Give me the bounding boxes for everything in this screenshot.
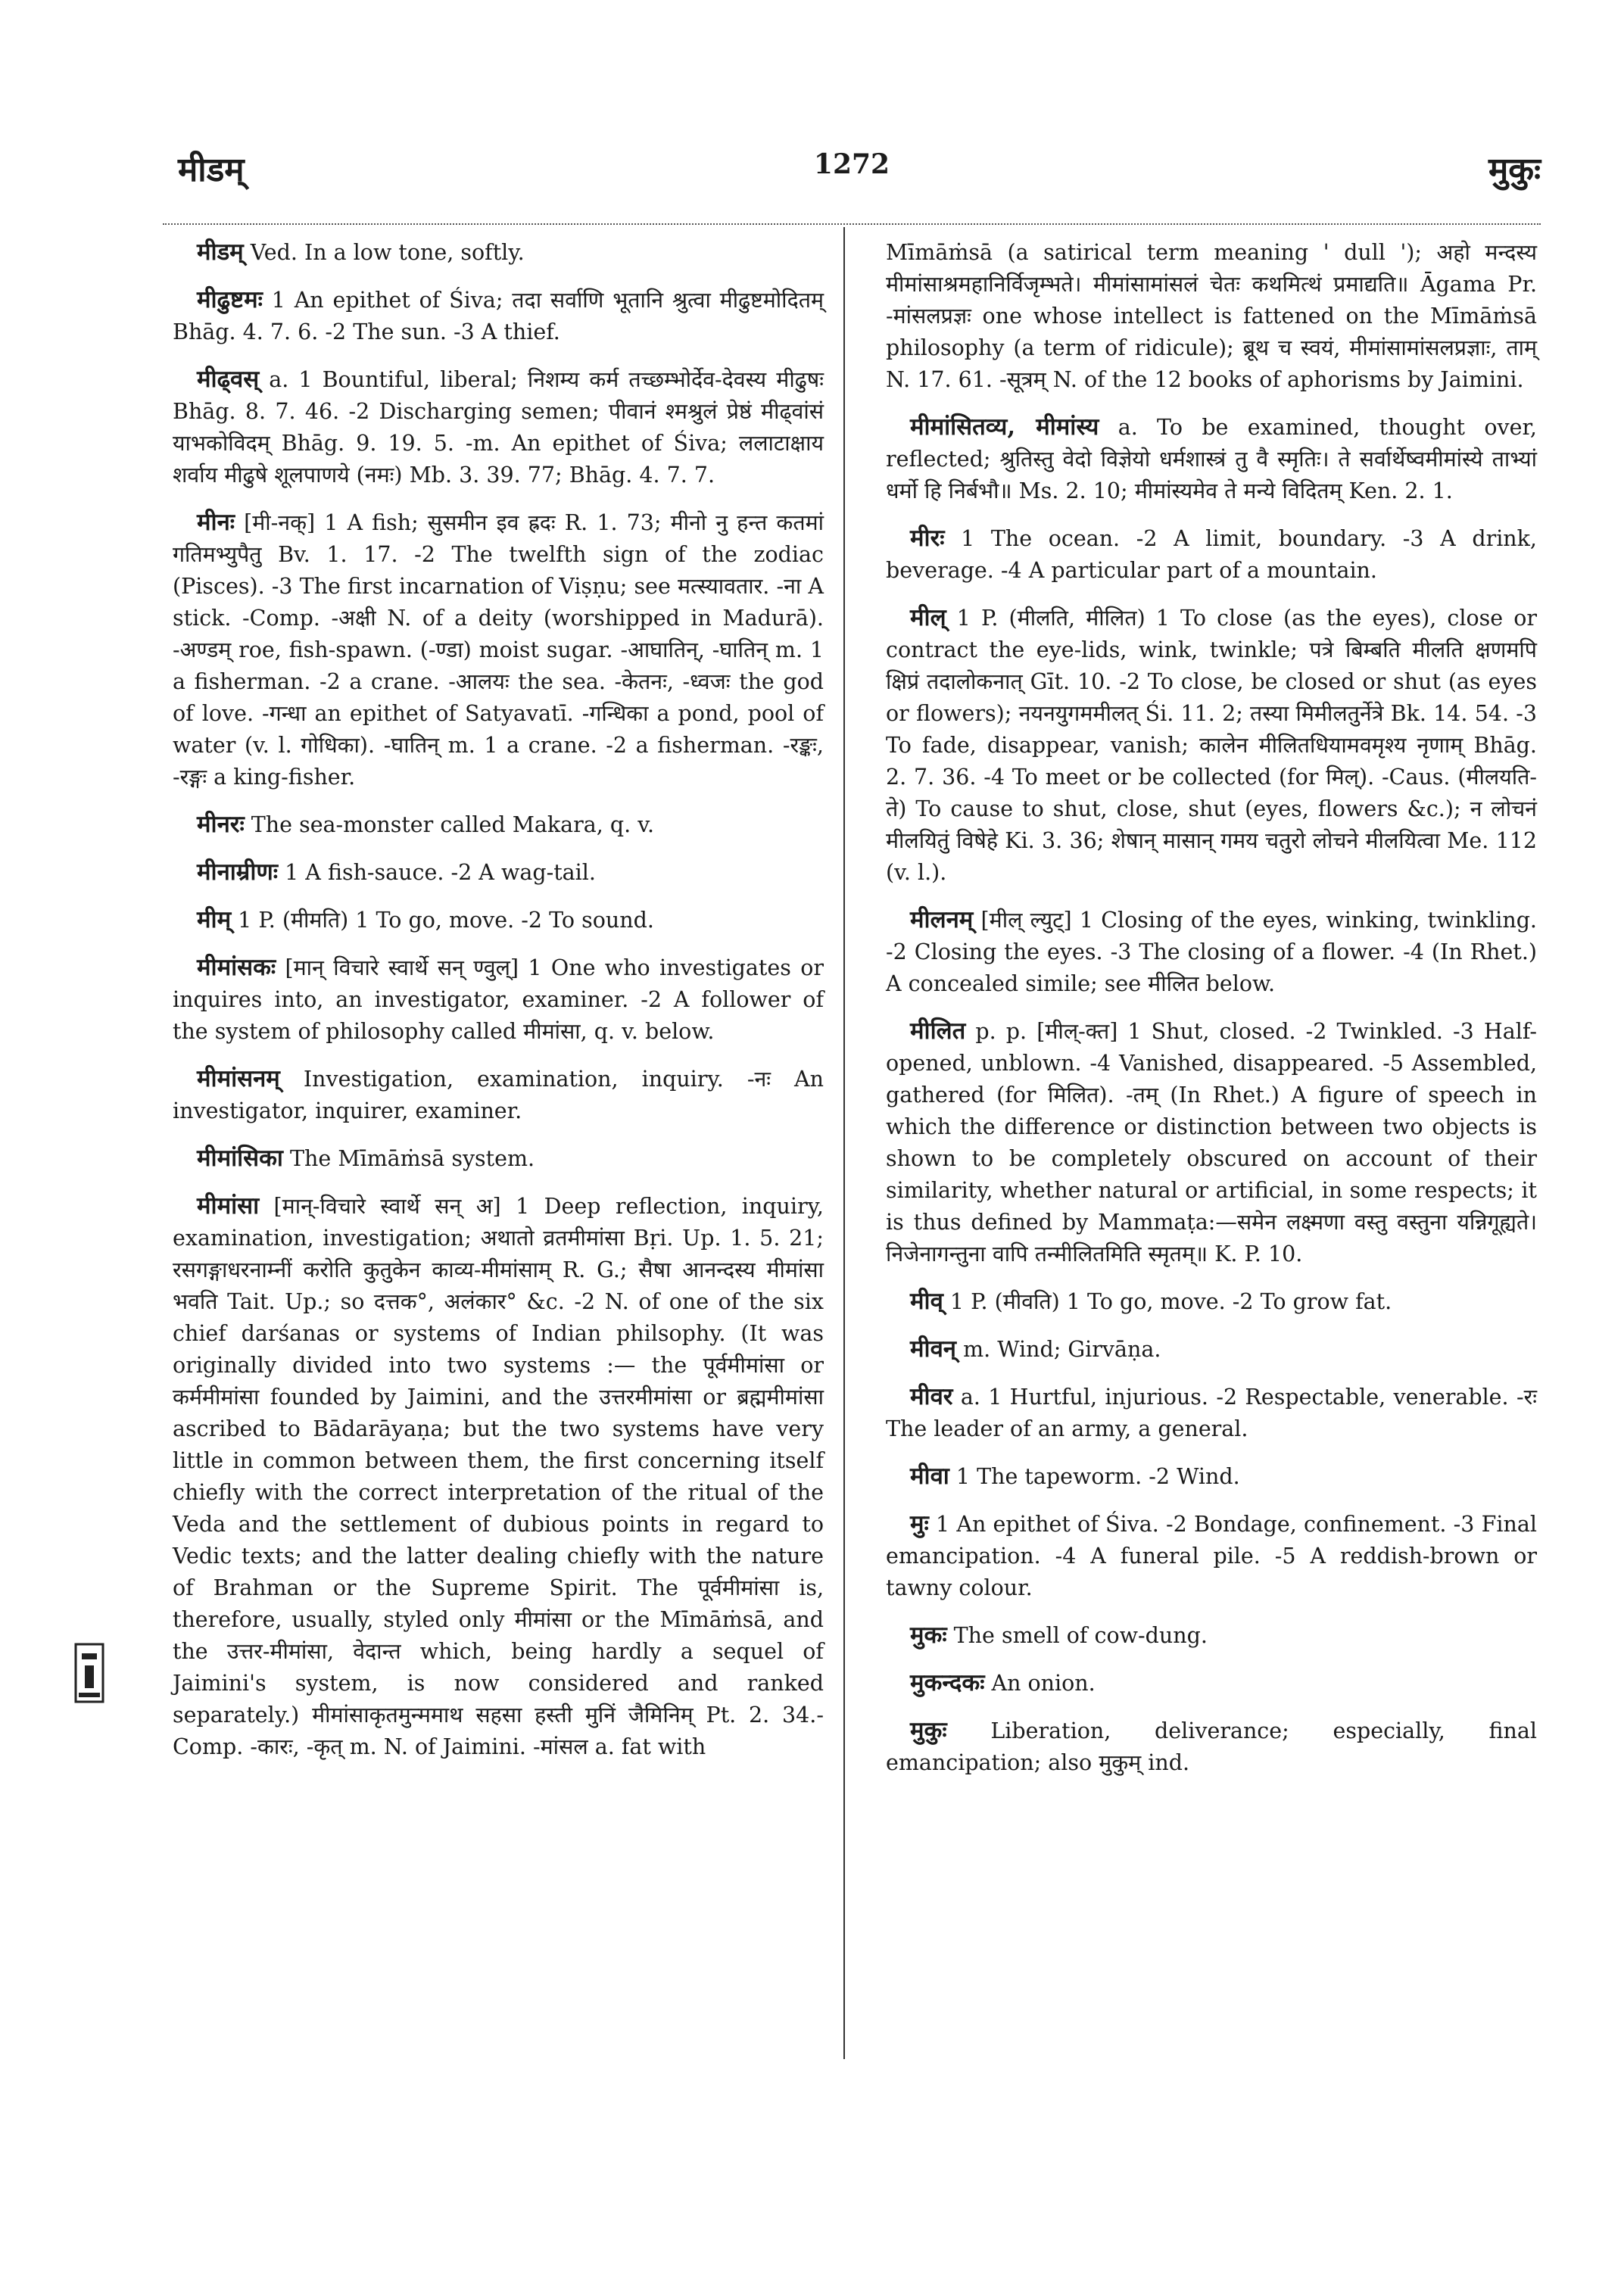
definition: p. p. [मील्-क्त] 1 Shut, closed. -2 Twinkled. -3 Half-opened, unblown. -4 Vanished, disappeared. -5 Assembled, gathered (for मिलित). -तम् (In Rhet.) A figure of speech in which the difference or distinction between two objects is shown to be completely obscured on account of their similarity, whether natural or artificial, in some respects; it is thus defined by Mammaṭa:—समेन लक्ष्मणा वस्तु वस्तुना यन्निगूह्यते। निजेनागन्तुना वापि तन्मीलितमिति स्मृतम्॥ K. P. 10.	[886, 1019, 1537, 1266]
left-running-headword: मीडम्	[178, 151, 245, 189]
definition: The Mīmāṁsā system.	[282, 1146, 535, 1171]
definition: Mīmāṁsā (a satirical term meaning ' dull '); अहो मन्दस्य मीमांसाश्रमहानिर्विजृम्भते। मीमांसामांसलं चेतः कथमित्थं प्रमाद्यति॥ Āgama Pr. -मांसलप्रज्ञः one whose intellect is fattened on the Mīmāṁsā philosophy (a term of ridicule); ब्रूथ च स्वयं, मीमांसामांसलप्रज्ञाः, ताम् N. 17. 61. -सूत्रम् N. of the 12 books of aphorisms by Jaimini.	[886, 240, 1537, 392]
headword: मीमांसकः	[197, 954, 276, 981]
definition: a. 1 Hurtful, injurious. -2 Respectable, venerable. -रः The leader of an army, a general.	[886, 1385, 1537, 1441]
definition: a. 1 Bountiful, liberal; निशम्य कर्म तच्छम्भोर्देव-देवस्य मीढुषः Bhāg. 8. 7. 46. -2 Discharging semen; पीवानं श्मश्रुलं प्रेष्ठं मीढ्वांसं याभकोविदम् Bhāg. 9. 19. 5. -m. An epithet of Śiva; ललाटाक्षाय शर्वाय मीढुषे शूलपाणये (नमः) Mb. 3. 39. 77; Bhāg. 4. 7. 7.	[173, 367, 824, 488]
definition: Liberation, deliverance; especially, final emancipation; also मुकुम् ind.	[886, 1718, 1537, 1775]
headword: मीढुष्टमः	[197, 286, 263, 313]
headword: मीमांसिका	[197, 1145, 283, 1172]
definition: The smell of cow-dung.	[946, 1623, 1208, 1648]
headword: मीमांसितव्य, मीमांस्य	[910, 413, 1099, 441]
headword: मीमांसनम्	[197, 1065, 280, 1092]
definition: 1 The tapeworm. -2 Wind.	[949, 1464, 1240, 1489]
definition: 1 P. (मीमति) 1 To go, move. -2 To sound.	[231, 908, 654, 933]
definition: 1 An epithet of Śiva. -2 Bondage, confinement. -3 Final emancipation. -4 A funeral pile. -5 A reddish-brown or tawny colour.	[886, 1512, 1537, 1600]
definition: [मान्-विचारे स्वार्थे सन् अ] 1 Deep reflection, inquiry, examination, investigation; अथातो व्रतमीमांसा Bṛi. Up. 1. 5. 21; रसगङ्गाधरनाम्नीं करोति कुतुकेन काव्य-मीमांसाम् R. G.; सैषा आनन्दस्य मीमांसा भवति Tait. Up.; so दत्तक°, अलंकार° &c. -2 N. of one of the six chief darśanas or systems of Indian philsophy. (It was originally divided into two systems :— the पूर्वमीमांसा or कर्ममीमांसा founded by Jaimini, and the उत्तरमीमांसा or ब्रह्ममीमांसा ascribed to Bādarāyaṇa; but the two systems have very little in common between them, the first concerning itself chiefly with the correct interpretation of the ritual of the Veda and the settlement of dubious points in regard to Vedic texts; and the latter dealing chiefly with the nature of Brahman or the Supreme Spirit. The पूर्वमीमांसा is, therefore, usually, styled only मीमांसा or the Mīmāṁsā, and the उत्तर-मीमांसा, वेदान्त which, being hardly a sequel of Jaimini's system, is now considered and ranked separately.) मीमांसाकृतमुन्ममाथ सहसा हस्ती मुनिं जैमिनिम् Pt. 2. 34.-Comp. -कारः, -कृत् m. N. of Jaimini. -मांसल a. fat with	[173, 1194, 824, 1759]
headword: मीवा	[910, 1463, 949, 1490]
definition: 1 The ocean. -2 A limit, boundary. -3 A drink, beverage. -4 A particular part of a mountain.	[886, 526, 1537, 583]
headword: मीम्	[197, 906, 232, 933]
headword: मीरः	[910, 525, 945, 552]
definition: 1 A fish-sauce. -2 A wag-tail.	[278, 860, 596, 885]
entry-continuation	[886, 236, 1537, 396]
left-column	[173, 236, 824, 1778]
entry-meedhushtama	[173, 284, 824, 348]
entry-muka	[886, 1619, 1537, 1652]
entry-meemamsanam	[173, 1063, 824, 1127]
entry-mu	[886, 1508, 1537, 1604]
entry-meemamsika	[173, 1142, 824, 1175]
definition: Ved. In a low tone, softly.	[243, 240, 525, 265]
page-header	[163, 145, 1541, 198]
column-divider	[843, 227, 845, 2059]
entry-meel	[886, 602, 1537, 889]
definition: a. To be examined, thought over, reflected; श्रुतिस्तु वेदो विज्ञेयो धर्मशास्त्रं तु वै स्मृतिः। ते सर्वार्थेष्वमीमांस्ये ताभ्यां धर्मो हि निर्बभौ॥ Ms. 2. 10; मीमांस्यमेव ते मन्ये विदितम् Ken. 2. 1.	[886, 415, 1537, 503]
header-rule	[163, 223, 1541, 225]
entry-meeva	[886, 1460, 1537, 1493]
entry-meevan	[886, 1333, 1537, 1366]
entry-meelita	[886, 1015, 1537, 1270]
entry-meev	[886, 1285, 1537, 1318]
definition: [मी-नक्] 1 A fish; सुसमीन इव ह्रदः R. 1. 73; मीनो नु हन्त कतमां गतिमभ्युपैतु Bv. 1. 17. -2 The twelfth sign of the zodiac (Pisces). -3 The first incarnation of Viṣṇu; see मत्स्यावतार. -ना A stick. -Comp. -अक्षी N. of a deity (worshipped in Madurā). -अण्डम् roe, fish-spawn. (-ण्डा) moist sugar. -आघातिन्, -घातिन् m. 1 a fisherman. -2 a crane. -आलयः the sea. -केतनः, -ध्वजः the god of love. -गन्धा an epithet of Satyavatī. -गन्धिका a pond, pool of water (v. l. गोधिका). -घातिन् m. 1 a crane. -2 a fisherman. -रङ्कः, -रङ्गः a king-fisher.	[173, 510, 824, 790]
entry-meera	[886, 522, 1537, 587]
headword: मुः	[910, 1510, 929, 1537]
headword: मीलित	[910, 1017, 966, 1045]
headword: मीनरः	[197, 811, 245, 838]
headword: मीनाम्रीणः	[197, 858, 279, 886]
entry-muku	[886, 1715, 1537, 1779]
headword: मील्	[910, 604, 946, 631]
entry-meemamsaka	[173, 952, 824, 1048]
headword: मीढ्वस्	[197, 366, 260, 393]
entry-mukandaka	[886, 1667, 1537, 1699]
entry-meenara	[173, 808, 824, 841]
entry-meem	[173, 904, 824, 936]
headword: मुकः	[910, 1622, 947, 1649]
entry-meenamreena	[173, 856, 824, 889]
definition: An onion.	[984, 1671, 1096, 1696]
definition: m. Wind; Girvāṇa.	[956, 1337, 1161, 1362]
entry-meedam	[173, 236, 824, 269]
thumb-index-mark	[73, 1643, 106, 1703]
headword: मीवर	[910, 1383, 953, 1410]
definition: 1 An epithet of Śiva; तदा सर्वाणि भूतानि श्रुत्वा मीढुष्टमोदितम् Bhāg. 4. 7. 6. -2 The sun. -3 A thief.	[173, 288, 824, 344]
entry-meemamsa	[173, 1190, 824, 1763]
right-running-headword: मुकुः	[1488, 151, 1541, 189]
entry-meedhvas	[173, 363, 824, 491]
definition: Investigation, examination, inquiry. -नः An investigator, inquirer, examiner.	[173, 1067, 824, 1123]
headword: मीडम्	[197, 238, 244, 266]
definition: [मील् ल्युट्] 1 Closing of the eyes, winking, twinkling. -2 Closing the eyes. -3 The closing of a flower. -4 (In Rhet.) A concealed simile; see मीलित below.	[886, 908, 1537, 996]
headword: मीनः	[197, 509, 235, 536]
definition: [मान् विचारे स्वार्थे सन् ण्वुल्] 1 One who investigates or inquires into, an investigator, examiner. -2 A follower of the system of philosophy called मीमांसा, q. v. below.	[173, 955, 824, 1044]
headword: मुकन्दकः	[910, 1669, 985, 1696]
headword: मीलनम्	[910, 906, 974, 933]
page-number: 1272	[813, 148, 890, 180]
headword: मुकुः	[910, 1717, 947, 1744]
entry-meemamsitavya	[886, 411, 1537, 507]
headword: मीव्	[910, 1288, 943, 1315]
headword: मीवन्	[910, 1335, 957, 1363]
entry-meena	[173, 506, 824, 793]
definition: The sea-monster called Makara, q. v.	[244, 812, 655, 837]
headword: मीमांसा	[197, 1192, 260, 1220]
entry-meelanam	[886, 904, 1537, 1000]
entry-meevara	[886, 1381, 1537, 1445]
definition: 1 P. (मीवति) 1 To go, move. -2 To grow fat.	[943, 1289, 1392, 1314]
definition: 1 P. (मीलति, मीलित) 1 To close (as the eyes), close or contract the eye-lids, wink, twinkle; पत्रे बिम्बति मीलति क्षणमपि क्षिप्रं तदालोकनात् Gīt. 10. -2 To close, be closed or shut (as eyes or flowers); नयनयुगममीलत् Śi. 11. 2; तस्या मिमीलतुर्नेत्रे Bk. 14. 54. -3 To fade, disappear, vanish; कालेन मीलितधियामवमृश्य नृणाम् Bhāg. 2. 7. 36. -4 To meet or be collected (for मिल्). -Caus. (मीलयति-ते) To cause to shut, close, shut (eyes, flowers &c.); न लोचनं मीलयितुं विषेहे Ki. 3. 36; शेषान् मासान् गमय चतुरो लोचने मीलयित्वा Me. 112 (v. l.).	[886, 606, 1537, 885]
right-column	[886, 236, 1537, 1794]
